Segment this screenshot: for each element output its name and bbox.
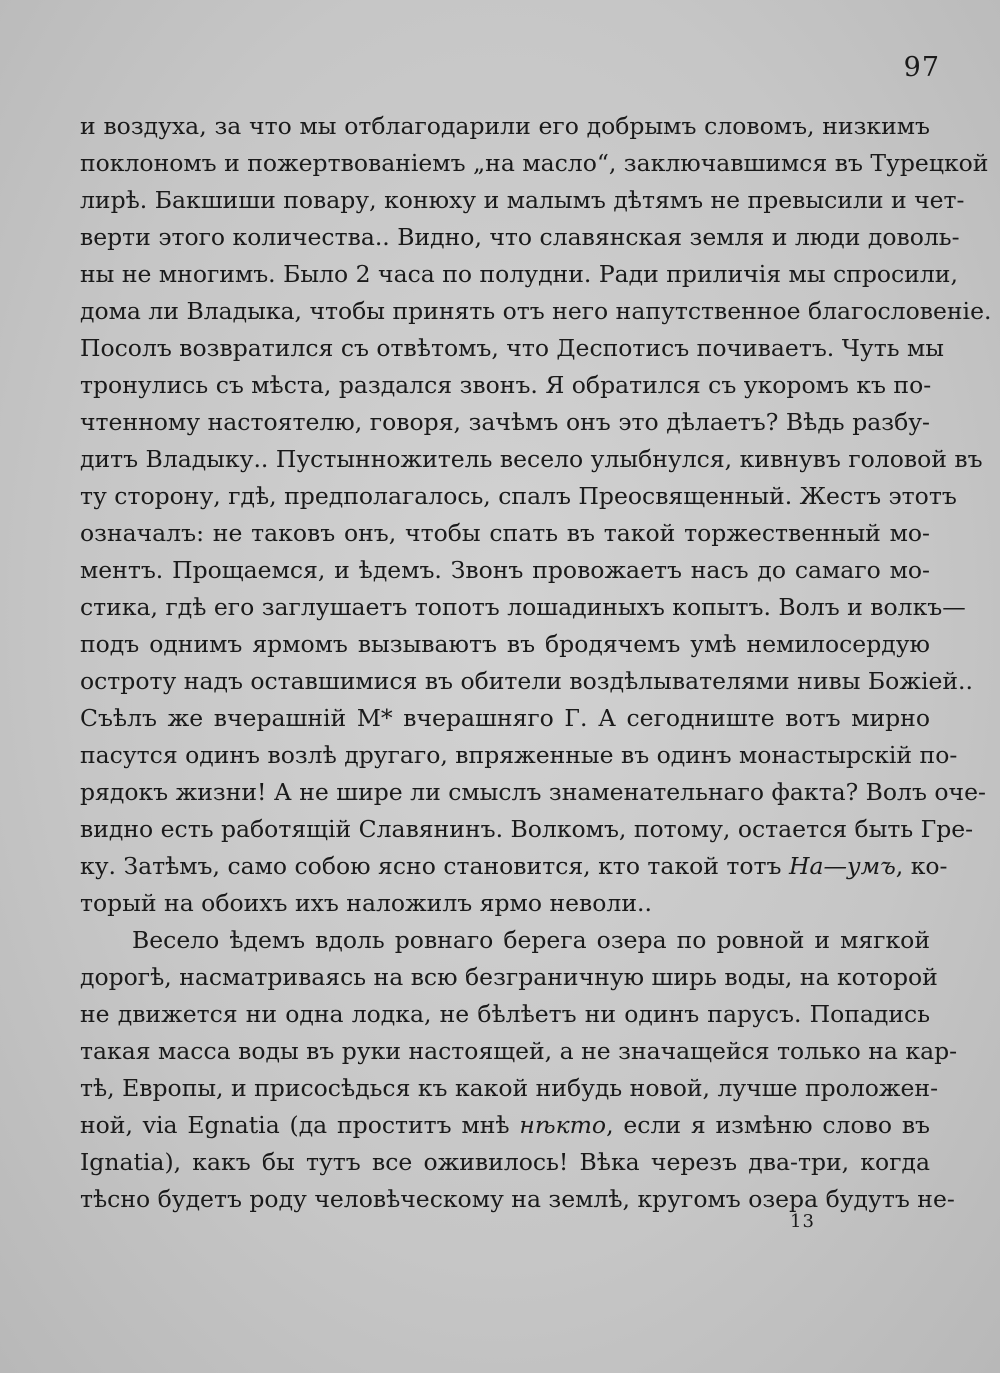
text-line: верти этого количества.. Видно, что славянская земля и люди доволь- bbox=[80, 223, 960, 251]
signature-mark: 13 bbox=[790, 1211, 815, 1232]
text-span: , ко- bbox=[895, 852, 948, 880]
text-line: рядокъ жизни! А не шире ли смыслъ знаменательнаго факта? Волъ оче- bbox=[80, 778, 986, 806]
text-line: дитъ Владыку.. Пустынножитель весело улыбнулся, кивнувъ головой въ bbox=[80, 445, 983, 473]
text-line: ту сторону, гдѣ, предполагалось, спалъ Преосвященный. Жестъ этотъ bbox=[80, 482, 957, 510]
text-line: дорогѣ, насматриваясь на всю безграничную ширь воды, на которой bbox=[80, 963, 938, 991]
text-line: ны не многимъ. Было 2 часа по полудни. Ради приличія мы спросили, bbox=[80, 260, 958, 288]
text-line: дома ли Владыка, чтобы принять отъ него напутственное благословеніе. bbox=[80, 297, 992, 325]
text-line: такая масса воды въ руки настоящей, а не значащейся только на кар- bbox=[80, 1037, 958, 1065]
text-line: тѣ, Европы, и присосѣдься къ какой нибудь новой, лучше проложен- bbox=[80, 1074, 939, 1102]
text-line: Съѣлъ же вчерашній М* вчерашняго Г. А сегодниште вотъ мирно bbox=[80, 704, 930, 732]
text-line: тѣсно будетъ роду человѣческому на землѣ, кругомъ озера будутъ не- bbox=[80, 1185, 955, 1213]
text-line: ментъ. Прощаемся, и ѣдемъ. Звонъ провожаетъ насъ до самаго мо- bbox=[80, 556, 930, 584]
text-line: торый на обоихъ ихъ наложилъ ярмо неволи.. bbox=[80, 889, 652, 917]
text-line: поклономъ и пожертвованіемъ „на масло“, заключавшимся въ Турецкой bbox=[80, 149, 989, 177]
text-line: стика, гдѣ его заглушаетъ топотъ лошадиныхъ копытъ. Волъ и волкъ— bbox=[80, 593, 966, 621]
text-line: подъ однимъ ярмомъ вызываютъ въ бродячемъ умѣ немилосердую bbox=[80, 630, 930, 658]
text-line: пасутся одинъ возлѣ другаго, впряженные въ одинъ монастырскій по- bbox=[80, 741, 958, 769]
italic-name: На—умъ bbox=[788, 852, 896, 880]
page-number: 97 bbox=[903, 52, 940, 83]
text-line bbox=[80, 1107, 930, 1144]
text-line: не движется ни одна лодка, не бѣлѣетъ ни одинъ парусъ. Попадись bbox=[80, 1000, 930, 1028]
italic-word: нѣкто bbox=[519, 1111, 607, 1139]
text-line: означалъ: не таковъ онъ, чтобы спать въ такой торжественный мо- bbox=[80, 519, 930, 547]
text-span: ной, via Egnatia (да проститъ мнѣ bbox=[80, 1111, 520, 1139]
text-line: лирѣ. Бакшиши повару, конюху и малымъ дѣтямъ не превысили и чет- bbox=[80, 186, 965, 214]
text-span: ку. Затѣмъ, само собою ясно становится, кто такой тотъ bbox=[80, 852, 789, 880]
text-line: видно есть работящій Славянинъ. Волкомъ, потому, остается быть Гре- bbox=[80, 815, 974, 843]
text-line: Ignatia), какъ бы тутъ все оживилось! Вѣка черезъ два-три, когда bbox=[80, 1148, 930, 1176]
text-line: Весело ѣдемъ вдоль ровнаго берега озера по ровной и мягкой bbox=[132, 926, 930, 954]
body-text bbox=[80, 108, 992, 1218]
text-line: и воздуха, за что мы отблагодарили его добрымъ словомъ, низкимъ bbox=[80, 112, 930, 140]
text-line: чтенному настоятелю, говоря, зачѣмъ онъ это дѣлаетъ? Вѣдь разбу- bbox=[80, 408, 930, 436]
text-line: Посолъ возвратился съ отвѣтомъ, что Деспотисъ почиваетъ. Чуть мы bbox=[80, 334, 944, 362]
text-line: тронулись съ мѣста, раздался звонъ. Я обратился съ укоромъ къ по- bbox=[80, 371, 932, 399]
text-line bbox=[80, 848, 948, 885]
text-line: остроту надъ оставшимися въ обители воздѣлывателями нивы Божіей.. bbox=[80, 667, 973, 695]
text-span: , если я измѣню слово въ bbox=[606, 1111, 930, 1139]
